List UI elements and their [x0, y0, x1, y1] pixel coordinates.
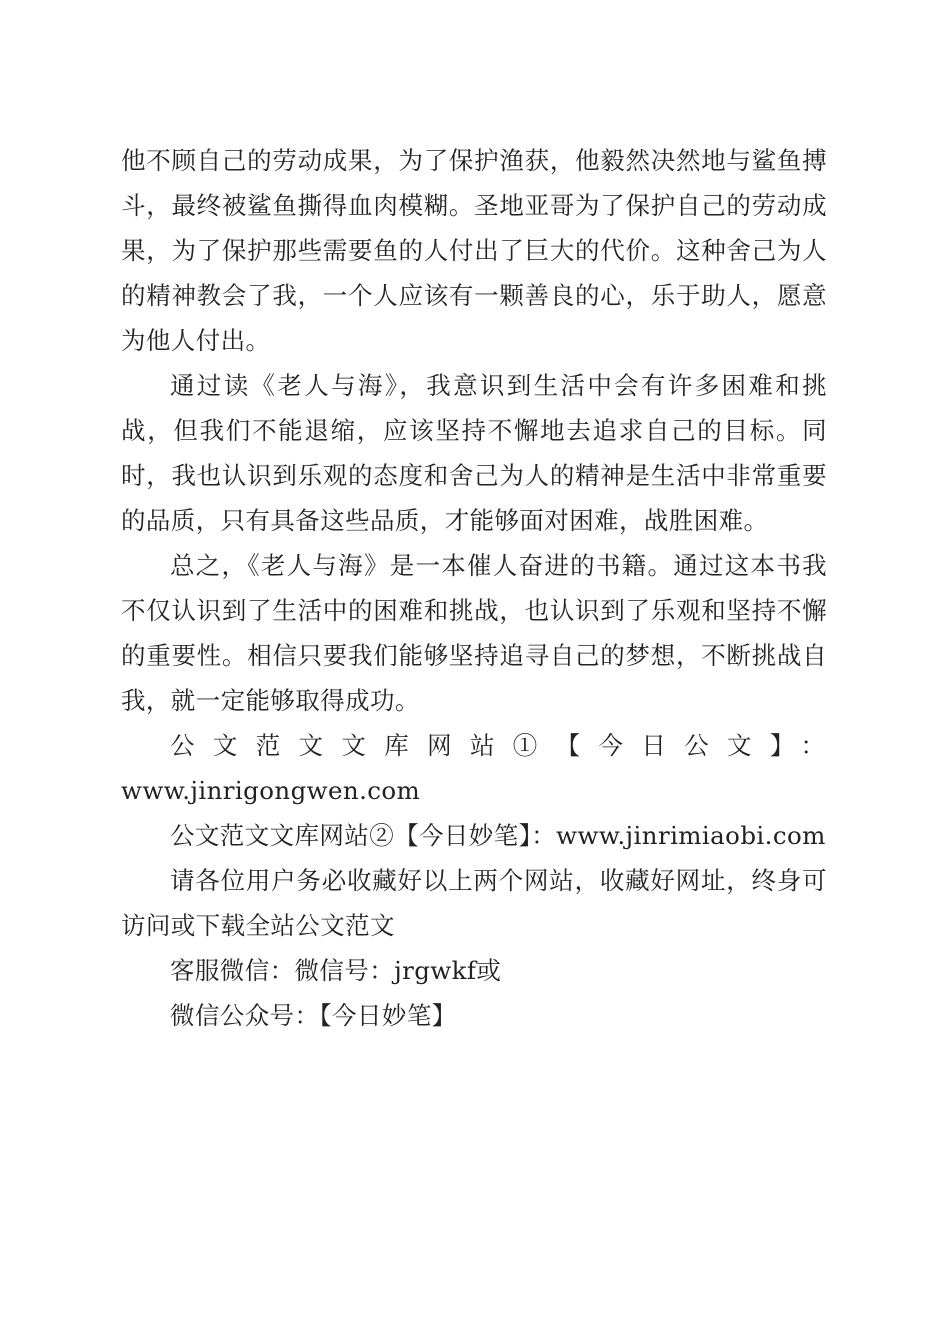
site1-label: 公文范文文库网站①【今日公文】：: [170, 731, 827, 760]
paragraph-3: 总之，《老人与海》是一本催人奋进的书籍。通过这本书我不仅认识到了生活中的困难和挑战，也认识到了乐观和坚持不懈的重要性。相信只要我们能够坚持追寻自己的梦想，不断挑战自我，就一定能够取得成功。: [121, 551, 827, 715]
paragraph-1: 他不顾自己的劳动成果，为了保护渔获，他毅然决然地与鲨鱼搏斗，最终被鲨鱼撕得血肉模糊。圣地亚哥为了保护自己的劳动成果，为了保护那些需要鱼的人付出了巨大的代价。这种舍己为人的精神教会了我，一个人应该有一颗善良的心，乐于助人，愿意为他人付出。: [121, 146, 827, 355]
customer-service-wechat: 客服微信：微信号：jrgwkf或: [170, 956, 502, 985]
site1-url: www.jinrigongwen.com: [121, 776, 421, 805]
paragraph-2: 通过读《老人与海》，我意识到生活中会有许多困难和挑战，但我们不能退缩，应该坚持不懈地去追求自己的目标。同时，我也认识到乐观的态度和舍己为人的精神是生活中非常重要的品质，只有具备这些品质，才能够面对困难，战胜困难。: [121, 371, 827, 535]
site2-line: 公文范文文库网站②【今日妙笔】：www.jinrimiaobi.com: [170, 821, 826, 850]
document-body: [121, 138, 827, 1038]
bookmark-notice: 请各位用户务必收藏好以上两个网站，收藏好网址，终身可访问或下载全站公文范文: [121, 866, 827, 940]
official-account: 微信公众号：【今日妙笔】: [170, 1001, 457, 1030]
